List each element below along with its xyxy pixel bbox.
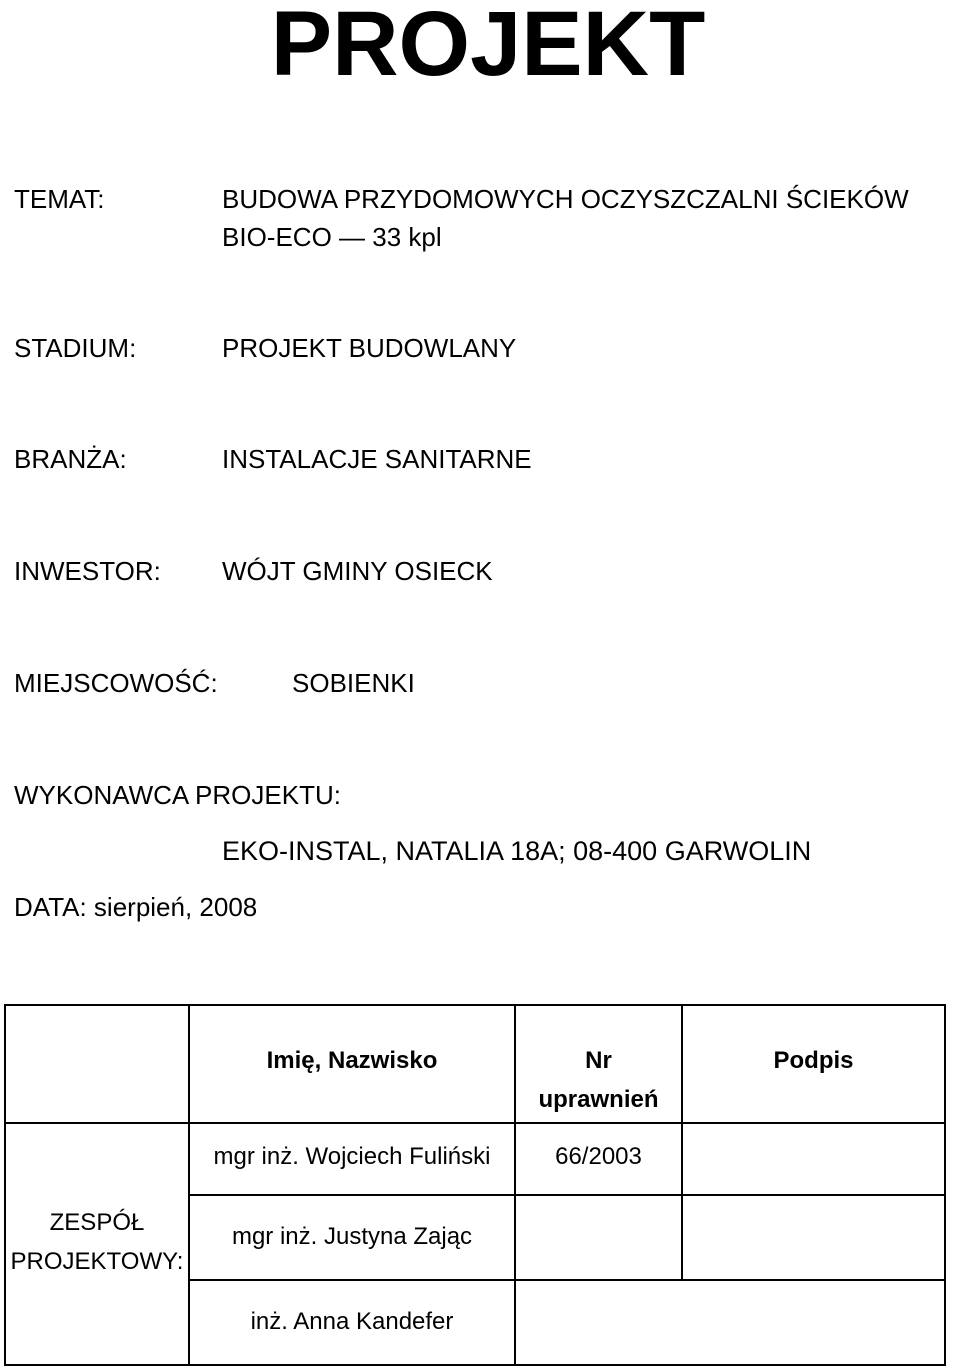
- temat-value-line1: BUDOWA PRZYDOMOWYCH OCZYSZCZALNI ŚCIEKÓW: [222, 184, 909, 214]
- header-nr-line2: uprawnień: [538, 1086, 659, 1113]
- header-name: Imię, Nazwisko: [266, 1047, 438, 1074]
- miejscowosc-value: SOBIENKI: [292, 668, 415, 698]
- table-border-bottom: [4, 1364, 946, 1366]
- document-title: PROJEKT: [270, 0, 706, 95]
- temat-label: TEMAT:: [14, 184, 105, 214]
- table-divider-header: [4, 1122, 946, 1124]
- team-label-line1: ZESPÓŁ: [49, 1209, 145, 1236]
- wykonawca-label: WYKONAWCA PROJEKTU:: [14, 780, 341, 810]
- table-divider-row2: [188, 1279, 946, 1281]
- inwestor-value: WÓJT GMINY OSIECK: [222, 556, 493, 586]
- row2-name: mgr inż. Justyna Zając: [231, 1223, 473, 1250]
- stadium-value: PROJEKT BUDOWLANY: [222, 333, 517, 363]
- header-nr-line1: Nr: [585, 1047, 612, 1074]
- row1-name: mgr inż. Wojciech Fuliński: [213, 1143, 491, 1170]
- stadium-label: STADIUM:: [14, 333, 137, 363]
- table-border-top: [4, 1004, 946, 1006]
- temat-value-line2: BIO-ECO — 33 kpl: [222, 222, 442, 252]
- header-signature: Podpis: [773, 1047, 854, 1074]
- table-border-right: [944, 1004, 946, 1366]
- date-label: DATA: sierpień, 2008: [14, 892, 258, 922]
- table-divider-row1: [188, 1194, 946, 1196]
- miejscowosc-label: MIEJSCOWOŚĆ:: [14, 668, 218, 698]
- row3-name: inż. Anna Kandefer: [250, 1308, 454, 1335]
- inwestor-label: INWESTOR:: [14, 556, 161, 586]
- branza-value: INSTALACJE SANITARNE: [222, 444, 532, 474]
- row1-nr: 66/2003: [555, 1143, 642, 1170]
- branza-label: BRANŻA:: [14, 444, 127, 474]
- project-team-table: [4, 1004, 946, 1366]
- wykonawca-value: EKO-INSTAL, NATALIA 18A; 08-400 GARWOLIN: [222, 836, 812, 866]
- team-label-line2: PROJEKTOWY:: [10, 1248, 184, 1275]
- table-border-left: [4, 1004, 6, 1366]
